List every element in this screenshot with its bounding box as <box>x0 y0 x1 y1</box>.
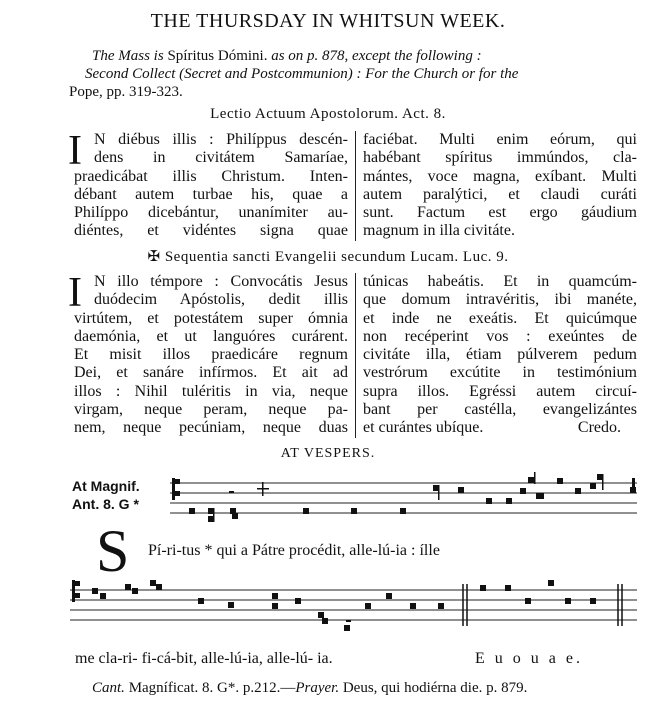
prayer-label: Prayer. <box>295 680 340 696</box>
footer-dash: — <box>280 680 296 696</box>
lectio-initial: I <box>68 128 82 174</box>
text-line: túnicas habeátis. Et in quamcúm- <box>363 273 637 290</box>
euouae: E u o u a e. <box>475 650 583 667</box>
text-line: N diébus illis : Philíppus descén- <box>94 131 348 148</box>
lectio-heading: Lectio Actuum Apostolorum. Act. 8. <box>210 106 446 122</box>
text-line: Dei, et sanáre infírmos. Et ait ad <box>74 364 348 382</box>
text-line: bant per castélla, evangelizántes <box>363 401 637 419</box>
text-line: supra illos. Egréssi autem circuí- <box>363 382 637 400</box>
credo-rubric: Credo. <box>577 419 621 437</box>
text-line: Et misit illos praedicáre regnum <box>74 346 348 364</box>
gospel-heading: ✠ Sequentia sancti Evangelii secundum Lucam. Luc. 9. <box>147 249 509 265</box>
text-line: diéntes, et vidéntes signa quae <box>74 222 348 240</box>
text-line: autem paralýtici, et claudi curáti <box>363 185 637 203</box>
text-line: daemónia, et ut languóres curárent. <box>74 327 348 345</box>
text-line: vestrórum excútite in testimónium <box>363 364 637 382</box>
text-line: habébant spíritus immúndos, cla- <box>363 149 637 167</box>
text-line: N illo témpore : Convocátis Jesus <box>94 273 348 290</box>
text-line: sunt. Factum est ergo gáudium <box>363 204 637 222</box>
text-line: civitáte illa, étiam púlverem pedum <box>363 346 637 364</box>
text-line: virtútem, et potestátem super ómnia <box>74 309 348 327</box>
text-line: mántes, voce magna, exíbant. Multi <box>363 167 637 185</box>
chant-lyrics-line-2: me cla-ri- fi-cá-bit, alle-lú-ia, alle-lú- ia. <box>75 650 333 667</box>
prayer-text: Deus, qui hodiérna die. p. 879. <box>342 680 528 696</box>
text-line: duódecim Apóstolis, dedit illis <box>94 291 348 309</box>
chant-initial: S <box>96 518 130 584</box>
text-line: praedicábat illis Christum. Inten- <box>74 167 348 185</box>
antiphon-mode-label: Ant. 8. G * <box>72 496 139 512</box>
text-line: débant autem turbae his, quae a <box>74 185 348 203</box>
text-line: et inde ne exeátis. Et quicúmque <box>363 309 637 327</box>
text-line: que domum intravéritis, ibi manéte, <box>363 291 637 309</box>
rubric-intro: The Mass is <box>92 48 164 64</box>
chant-lyrics-line-1: Pí-ri-tus * qui a Pátre procédit, alle-lú-ia : ílle <box>148 542 440 559</box>
text-line: illos : Nihil tuléritis in via, neque <box>74 382 348 400</box>
text-line: Philíppo dicebántur, unanímiter au- <box>74 204 348 222</box>
gospel-last-line: et curántes ubíque. <box>363 419 484 437</box>
text-line: nem, neque pecúniam, neque duas <box>74 419 348 437</box>
magnificat-label: At Magnif. <box>72 478 140 494</box>
text-line: faciébat. Multi enim eórum, qui <box>363 131 637 148</box>
page-title: THE THURSDAY IN WHITSUN WEEK. <box>150 10 506 32</box>
cant-text: Magníficat. 8. G*. p.212. <box>128 680 281 696</box>
rubric-reference: as on p. 878, except the following : <box>271 48 482 64</box>
footer-line <box>92 680 527 697</box>
vespers-heading: AT VESPERS. <box>280 446 376 461</box>
text-line: magnum in illa civitáte. <box>363 222 515 240</box>
rubric-pages: Pope, pp. 319-323. <box>69 84 183 100</box>
rubric-collect: Second Collect (Secret and Postcommunion) : For the Church or for the <box>85 66 519 82</box>
cant-label: Cant. <box>92 680 125 696</box>
text-line: dens in civitátem Samaríae, <box>94 149 348 167</box>
rubric-mass-name: Spíritus Dómini. <box>167 48 268 64</box>
gospel-initial: I <box>68 270 82 316</box>
text-line: non recéperint vos : exeúntes de <box>363 327 637 345</box>
text-line: virgam, neque peram, neque pa- <box>74 401 348 419</box>
